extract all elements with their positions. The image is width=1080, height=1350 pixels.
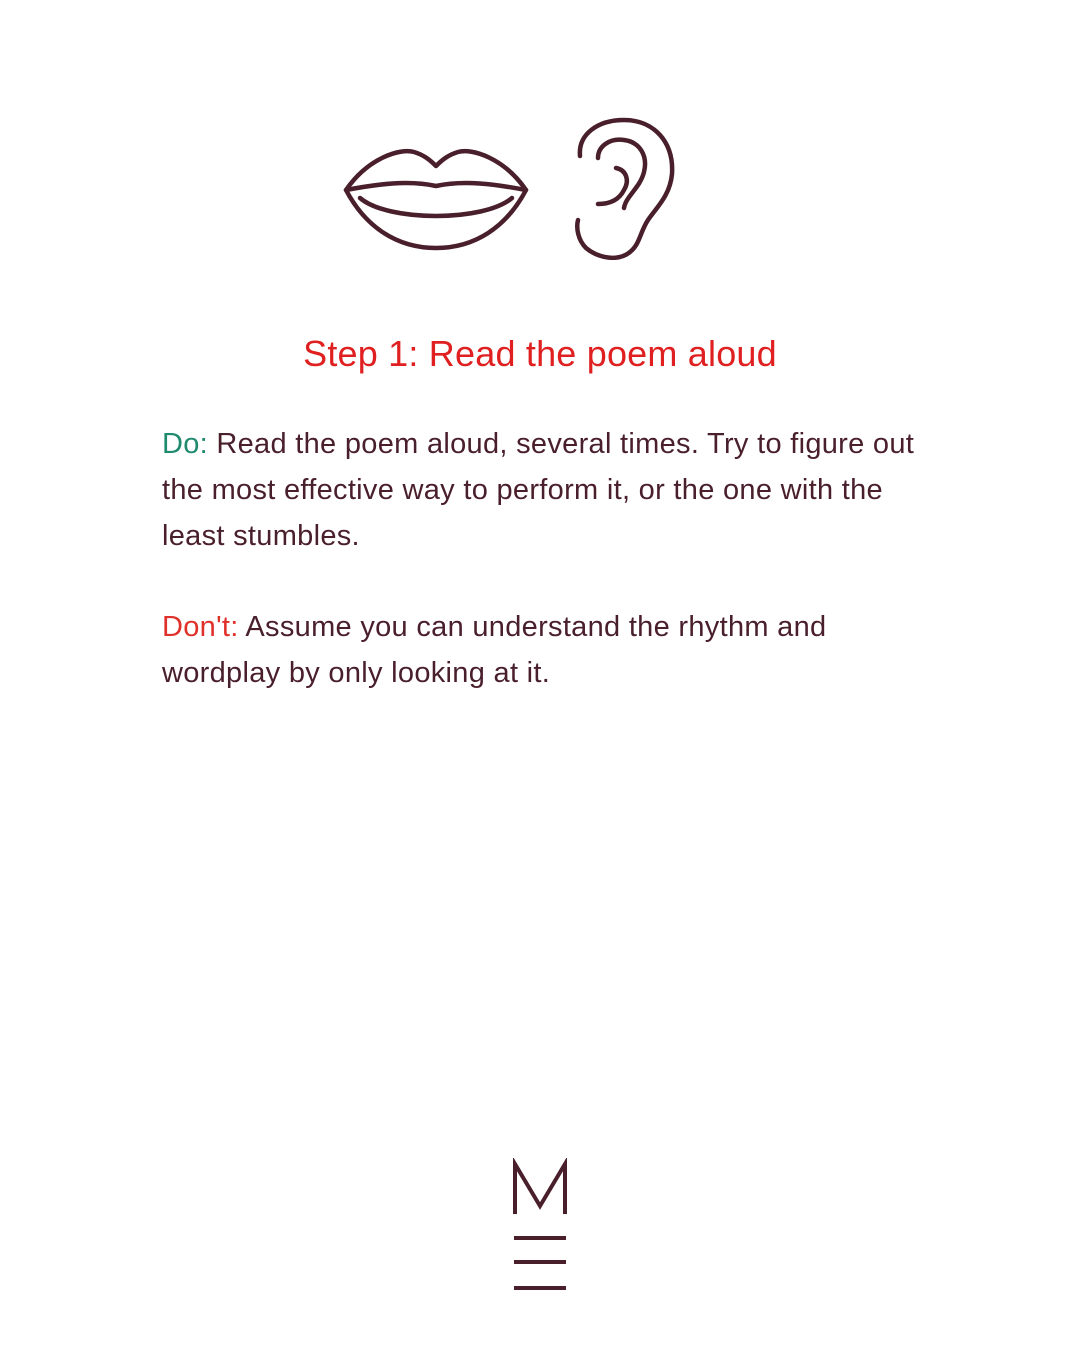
dont-text: Assume you can understand the rhythm and wordplay by only looking at it. [162,611,827,689]
lips-icon [338,146,534,254]
ear-icon [568,116,680,260]
do-paragraph [162,421,932,559]
logo-letter-m [515,1164,565,1214]
illustration-row [0,110,1080,270]
dont-label: Don't: [162,611,239,643]
do-text: Read the poem aloud, several times. Try to figure out the most effective way to perform it, or the one with the least stumbles. [162,428,915,552]
do-label: Do: [162,428,209,460]
step-title: Step 1: Read the poem aloud [303,333,777,374]
dont-paragraph [162,604,932,696]
brand-logo [508,1158,572,1298]
